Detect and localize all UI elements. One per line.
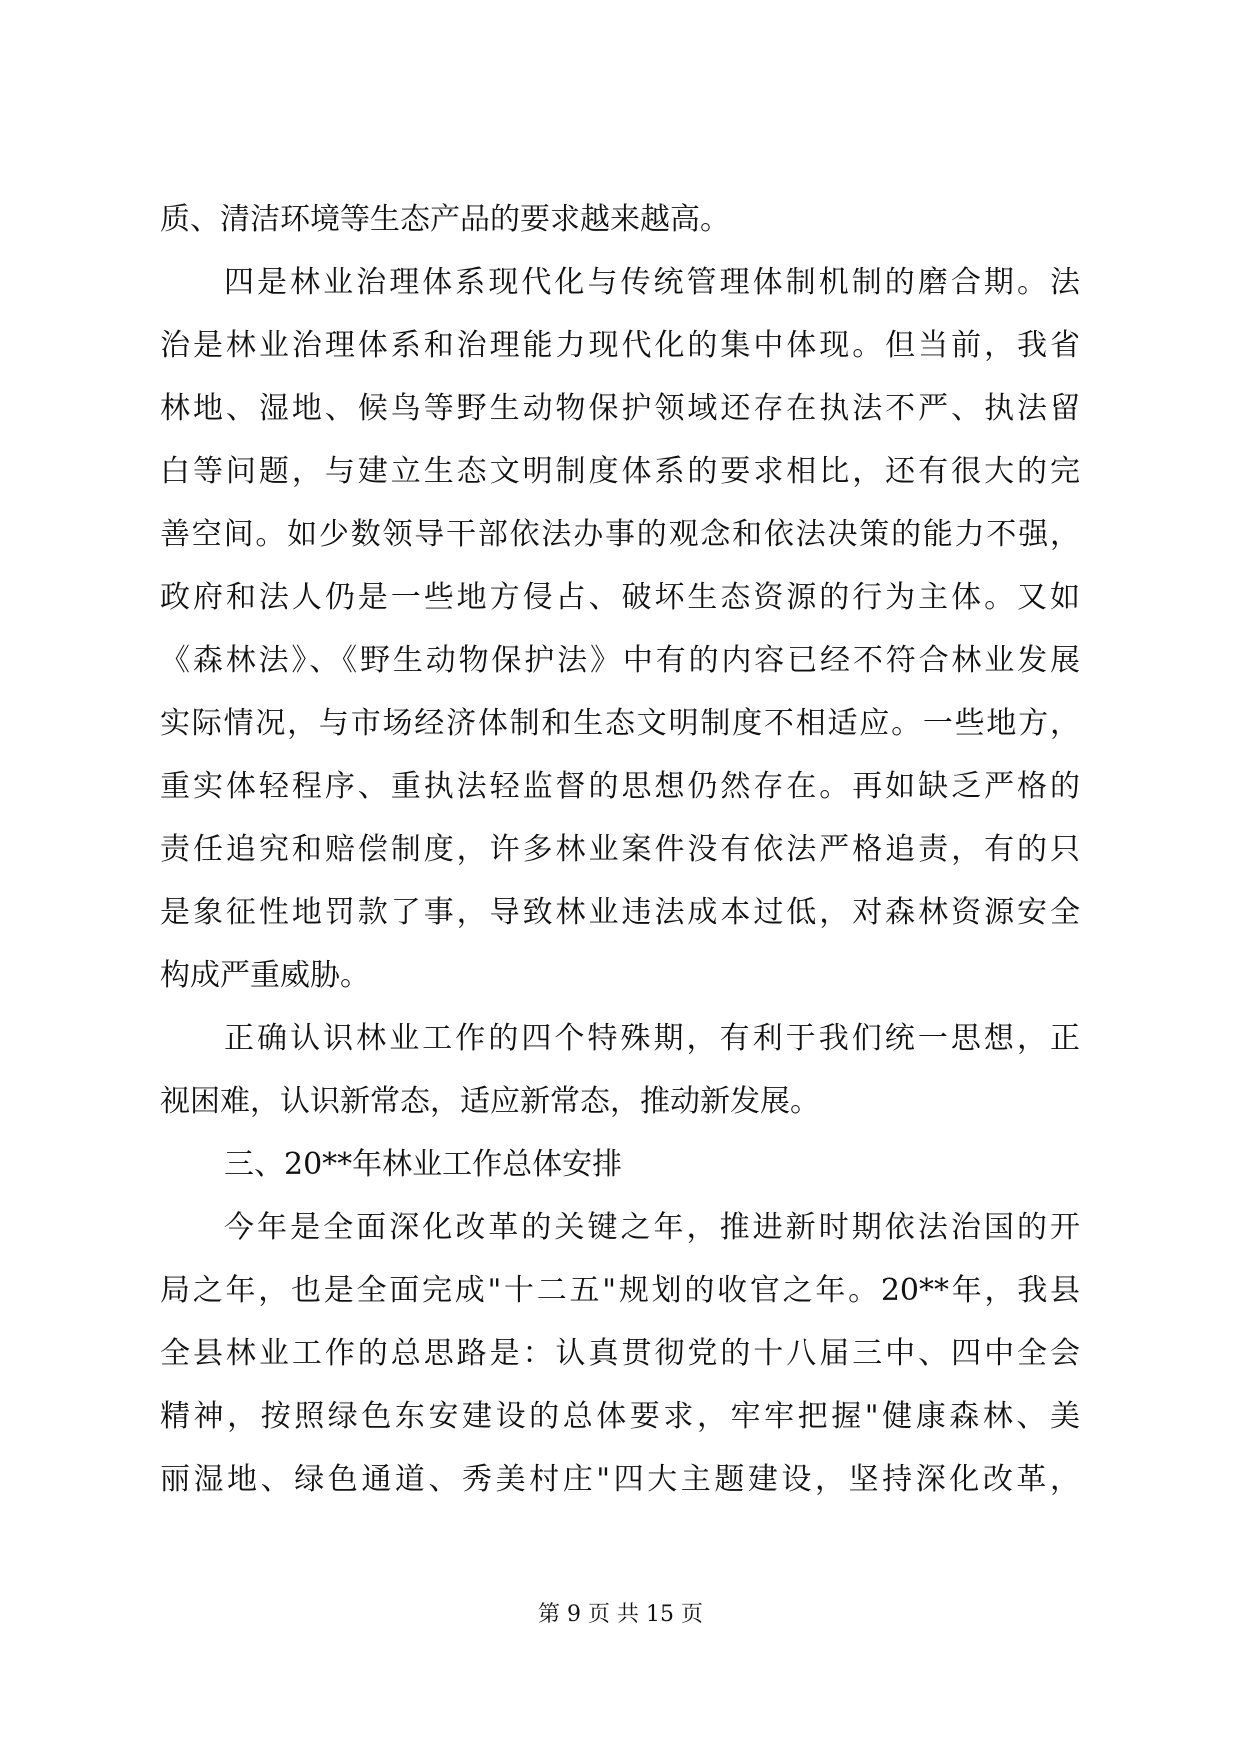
text-line: 全县林业工作的总思路是：认真贯彻党的十八届三中、四中全会 [160, 1336, 1080, 1371]
text-line: 实际情况，与市场经济体制和生态文明制度不相适应。一些地方， [160, 706, 1080, 741]
text-line: 正确认识林业工作的四个特殊期，有利于我们统一思想，正 [224, 1021, 1080, 1056]
text-line: 精神，按照绿色东安建设的总体要求，牢牢把握"健康森林、美 [160, 1399, 1080, 1434]
text-line: 治是林业治理体系和治理能力现代化的集中体现。但当前，我省 [160, 328, 1080, 363]
text-line: 责任追究和赔偿制度，许多林业案件没有依法严格追责，有的只 [160, 832, 1080, 867]
text-line: 视困难，认识新常态，适应新常态，推动新发展。 [160, 1084, 820, 1119]
text-line: 政府和法人仍是一些地方侵占、破坏生态资源的行为主体。又如 [160, 580, 1080, 615]
page-number-footer: 第 9 页 共 15 页 [538, 1602, 703, 1627]
text-line: 局之年，也是全面完成"十二五"规划的收官之年。20**年，我县 [160, 1273, 1080, 1308]
text-line: 白等问题，与建立生态文明制度体系的要求相比，还有很大的完 [160, 454, 1080, 489]
text-line: 四是林业治理体系现代化与传统管理体制机制的磨合期。法 [224, 265, 1080, 300]
body-text [160, 188, 1080, 1511]
text-line: 构成严重威胁。 [160, 958, 370, 993]
text-line: 林地、湿地、候鸟等野生动物保护领域还存在执法不严、执法留 [160, 391, 1080, 426]
text-line: 质、清洁环境等生态产品的要求越来越高。 [160, 202, 730, 237]
text-line: 善空间。如少数领导干部依法办事的观念和依法决策的能力不强， [160, 517, 1080, 552]
text-line: 《森林法》、《野生动物保护法》中有的内容已经不符合林业发展 [160, 643, 1080, 678]
text-line: 重实体轻程序、重执法轻监督的思想仍然存在。再如缺乏严格的 [160, 769, 1080, 804]
text-line: 是象征性地罚款了事，导致林业违法成本过低，对森林资源安全 [160, 895, 1080, 930]
section-heading: 三、20**年林业工作总体安排 [224, 1147, 623, 1182]
text-line: 今年是全面深化改革的关键之年，推进新时期依法治国的开 [224, 1210, 1080, 1245]
text-line: 丽湿地、绿色通道、秀美村庄"四大主题建设，坚持深化改革， [160, 1462, 1080, 1497]
